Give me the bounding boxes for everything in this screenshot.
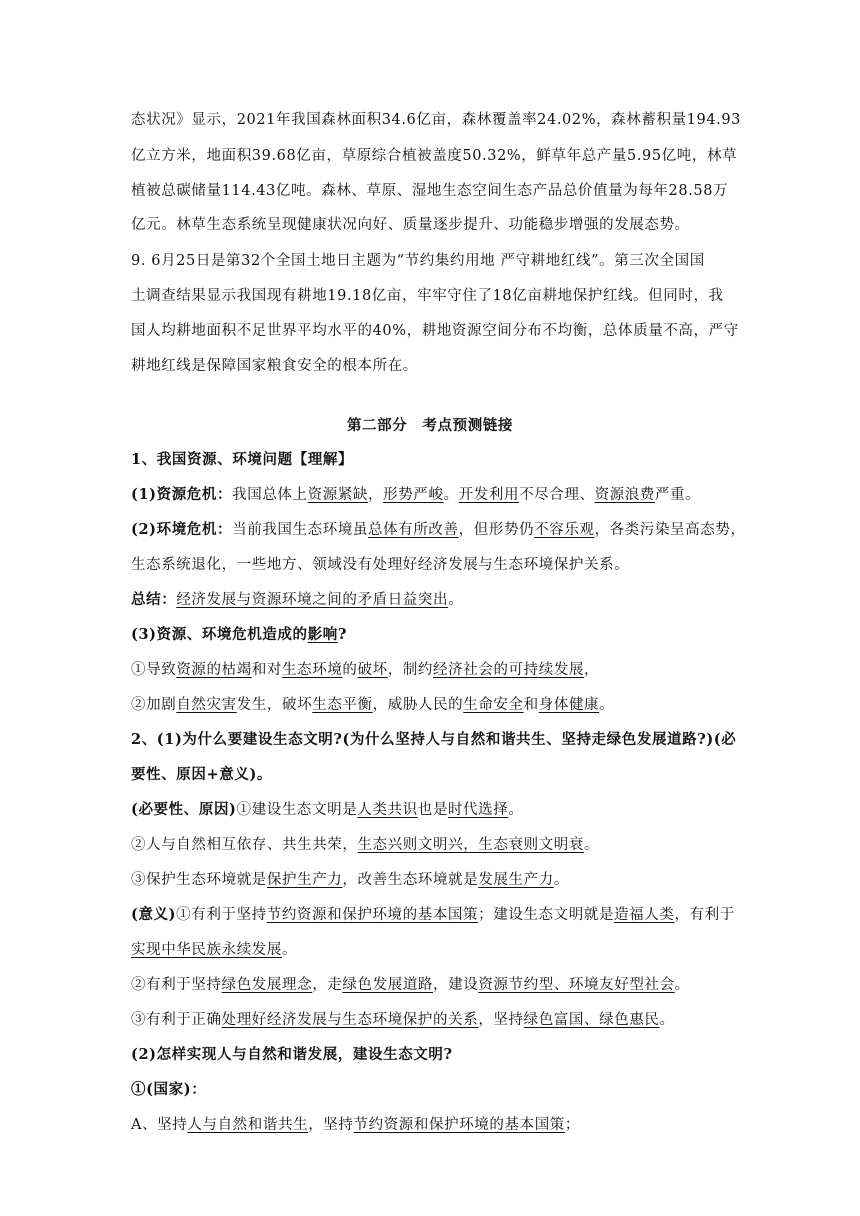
point-lead: (必要性、原因) (131, 801, 237, 818)
point-lead: (意义) (131, 906, 177, 923)
key-phrase: 自然灾害 (176, 697, 237, 713)
text: 。 (584, 837, 600, 853)
paragraph-line: 态状况》显示，2021年我国森林面积34.6亿亩，森林覆盖率24.02%，森林蓄积量194.93 (131, 112, 742, 128)
key-phrase: 资源紧缺 (307, 487, 369, 503)
text: 的 (342, 662, 358, 678)
subheading-nation: ①(国家)： (131, 1081, 207, 1098)
section-heading-cont: 要性、原因+意义)。 (131, 766, 273, 783)
significance-item-2 (131, 974, 690, 996)
text: 。 (282, 942, 298, 958)
point-lead: (1)资源危机： (131, 486, 233, 503)
key-phrase: 资源的枯竭 (176, 662, 252, 678)
summary-line (131, 589, 463, 611)
significance-item-1-cont (131, 939, 297, 961)
key-phrase: 生命安全 (463, 697, 524, 713)
text: 当前我国生态环境虽 (232, 522, 369, 538)
key-phrase: 生态兴则文明兴，生态衰则文明衰 (357, 837, 584, 853)
text: 也是 (417, 802, 448, 818)
summary-lead: 总结： (131, 591, 177, 608)
key-phrase: 人与自然和谐共生 (187, 1117, 309, 1133)
text: ，有利于 (674, 907, 735, 923)
text: 我国总体上 (232, 487, 308, 503)
text: ；建设生态文明就是 (478, 907, 615, 923)
key-phrase: 时代选择 (447, 802, 509, 818)
text: A、坚持 (131, 1117, 188, 1133)
text: 。 (553, 872, 569, 888)
necessity-item-3 (131, 869, 569, 891)
key-phrase: 绿色富国、绿色惠民 (523, 1012, 660, 1028)
text: 不尽合理、 (519, 487, 595, 503)
key-phrase: 生态平衡 (312, 697, 373, 713)
significance-item-3 (131, 1009, 675, 1031)
text: ①导致 (131, 662, 177, 678)
point-lead: (2)环境危机： (131, 521, 233, 538)
text: ， (368, 487, 384, 503)
key-phrase: 实现中华民族永续发展 (131, 942, 282, 958)
paragraph-line: 生态系统退化，一些地方、领域没有处理好经济发展与生态环境保护关系。 (131, 557, 630, 573)
text: ，各类污染呈高态势， (594, 522, 746, 538)
text: 和对 (251, 662, 283, 678)
key-phrase: 生态环境 (282, 662, 343, 678)
text: ； (564, 1117, 581, 1133)
key-phrase: 人类共识 (357, 802, 418, 818)
significance-item-1 (131, 904, 735, 926)
necessity-item-1 (131, 799, 523, 821)
key-phrase: 资源浪费 (594, 487, 655, 503)
key-phrase: 开发利用 (458, 487, 520, 503)
key-phrase: 节约资源和保护环境的基本国策 (266, 907, 479, 923)
text: ①建设生态文明是 (236, 802, 358, 818)
key-phrase: 造福人类 (614, 907, 675, 923)
key-phrase: 总体有所改善 (368, 522, 459, 538)
paragraph-line: 国人均耕地面积不足世界平均水平的40%，耕地资源空间分布不均衡，总体质量不高，严守 (131, 323, 739, 339)
question-how: (2)怎样实现人与自然和谐发展，建设生态文明? (131, 1046, 453, 1063)
text: ，建设 (433, 977, 479, 993)
paragraph-line: 土调查结果显示我国现有耕地19.18亿亩，牢牢守住了18亿亩耕地保护红线。但同时，我 (131, 288, 724, 304)
point-resource-crisis (131, 484, 700, 506)
text: 。 (508, 802, 524, 818)
paragraph-line: 耕地红线是保障国家粮食安全的根本所在。 (131, 358, 418, 374)
key-phrase: 绿色发展道路 (342, 977, 434, 993)
key-phrase: 绿色发展理念 (221, 977, 313, 993)
key-phrase: 经济发展与资源环境之间的矛盾日益突出 (176, 592, 449, 608)
section-title: 第二部分 考点预测链接 (346, 417, 514, 434)
text: ，坚持 (478, 1012, 524, 1028)
key-phrase: 保护生产力 (266, 872, 343, 888)
text: 。 (448, 592, 464, 608)
key-phrase: 形势严峻 (383, 487, 444, 503)
text: 。 (443, 487, 459, 503)
key-phrase: 不容乐观 (534, 522, 595, 538)
text: ②人与自然相互依存、共生共荣， (131, 837, 358, 853)
text: 。 (599, 697, 615, 713)
key-phrase: 资源节约型、环境友好型社会 (478, 977, 675, 993)
text: (3)资源、环境危机造成的 (131, 626, 308, 643)
section-heading: 2、(1)为什么要建设生态文明?(为什么坚持人与自然和谐共生、坚持走绿色发展道路?)(必 (131, 731, 737, 748)
key-phrase: 发展生产力 (478, 872, 554, 888)
section-heading: 1、我国资源、环境问题【理解】 (131, 451, 354, 468)
text: ， (584, 662, 600, 678)
text: 。 (659, 1012, 675, 1028)
key-phrase: 处理好经济发展与生态环境保护的关系 (221, 1012, 479, 1028)
text: ，坚持 (308, 1117, 354, 1133)
text: 和 (523, 697, 539, 713)
key-phrase: 节约资源和保护环境的基本国策 (353, 1117, 565, 1133)
text: 发生，破坏 (236, 697, 313, 713)
text: ①有利于坚持 (176, 907, 267, 923)
text: ? (337, 626, 347, 643)
impact-item-2 (131, 694, 614, 716)
text: ③有利于正确 (131, 1012, 222, 1028)
text: 。 (674, 977, 690, 993)
paragraph-line: 亿立方米，地面积39.68亿亩，草原综合植被盖度50.32%，鲜草年总产量5.95亿吨，林草 (131, 148, 738, 164)
text: 严重。 (654, 487, 701, 503)
text: ②加剧 (131, 697, 177, 713)
necessity-item-2 (131, 834, 599, 856)
measure-item-a (131, 1114, 580, 1136)
text: ，走 (312, 977, 343, 993)
key-phrase: 身体健康 (538, 697, 600, 713)
impact-item-1 (131, 659, 599, 681)
key-phrase: 影响 (307, 626, 338, 643)
point-environment-crisis (131, 519, 746, 541)
key-phrase: 破坏 (357, 662, 388, 678)
key-phrase: 经济社会的可持续发展 (433, 662, 585, 678)
text: ②有利于坚持 (131, 977, 222, 993)
text: ③保护生态环境就是 (131, 872, 267, 888)
paragraph-line: 9. 6月25日是第32个全国土地日主题为“节约集约用地 严守耕地红线”。第三次全国国 (131, 253, 705, 269)
paragraph-line: 亿元。林草生态系统呈现健康状况向好、质量逐步提升、功能稳步增强的发展态势。 (131, 217, 690, 233)
text: ，但形势仍 (458, 522, 535, 538)
text: ，制约 (387, 662, 434, 678)
text: ，改善生态环境就是 (342, 872, 479, 888)
paragraph-line: 植被总碳储量114.43亿吨。森林、草原、湿地生态空间生态产品总价值量为每年28.58万 (131, 183, 729, 199)
question-impact (131, 624, 347, 646)
text: ，威胁人民的 (372, 697, 464, 713)
